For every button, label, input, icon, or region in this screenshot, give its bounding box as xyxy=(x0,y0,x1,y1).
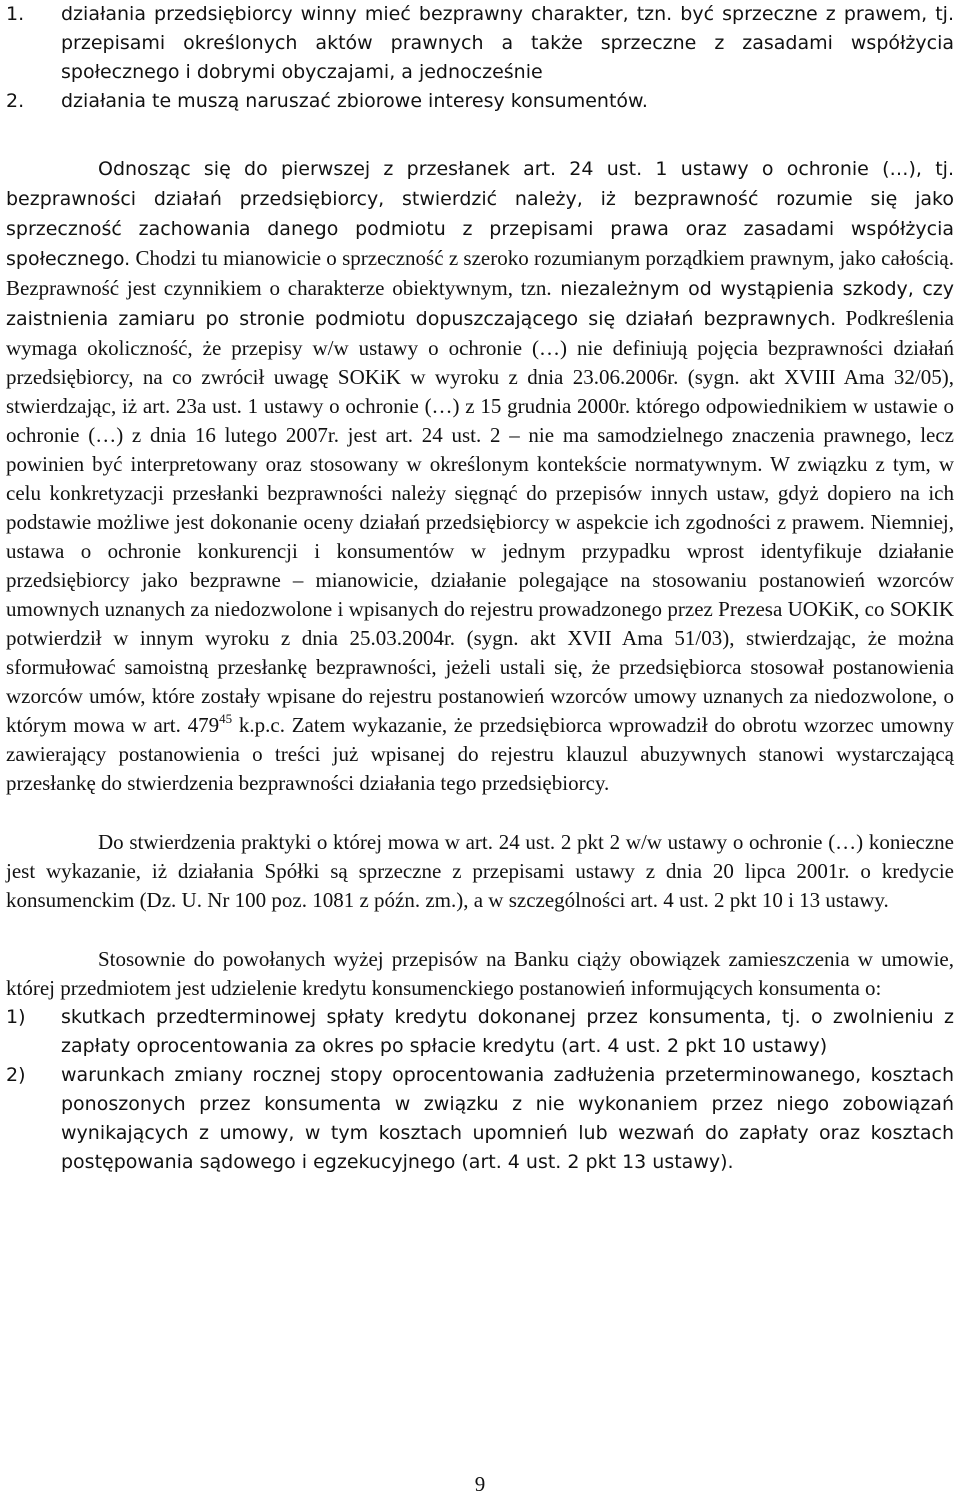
premises-list xyxy=(6,0,954,116)
list-item xyxy=(6,0,954,87)
paragraph-text: k.p.c. Zatem wykazanie, że przedsiębiorca wprowadził do obrotu wzorzec umowny zawierający postanowienia o treści już wpisanej do rejestru klauzul abuzywnych stanowi wystarczającą przesłankę do stwierdzenia bezprawności działania tego przedsiębiorcy. xyxy=(6,713,954,795)
obligations-list xyxy=(6,1003,954,1177)
list-item-text: działania przedsiębiorcy winny mieć bezprawny charakter, tzn. być sprzeczne z prawem, tj. przepisami określonych aktów prawnych a także sprzeczne z zasadami współżycia społecznego i dobrymi obyczajami, a jednocześnie xyxy=(61,3,954,83)
paragraph-text: Chodzi tu mianowicie o sprzeczność z szeroko rozumianym porządkiem prawnym, jako całością. Bezprawność jest czynnikiem o charakterze obiektywnym, tzn. xyxy=(6,246,954,300)
list-item-text: działania te muszą naruszać zbiorowe interesy konsumentów. xyxy=(61,90,648,112)
list-item-number: 1. xyxy=(6,3,25,25)
list-item-number: 2. xyxy=(6,90,25,112)
list-item xyxy=(6,1003,954,1061)
paragraph-obligation: Stosownie do powołanych wyżej przepisów na Banku ciąży obowiązek zamieszczenia w umowie, której przedmiotem jest udzielenie kredytu konsumenckiego postanowień informujących konsumenta o: xyxy=(6,947,954,1000)
paragraph-text: niezależnym od wystąpienia szkody, czy zaistnienia zamiaru po stronie podmiotu dopuszczającego się działań bezprawnych. xyxy=(6,278,955,330)
list-item-text: warunkach zmiany rocznej stopy oprocentowania zadłużenia przeterminowanego, kosztach ponoszonych przez konsumenta w związku z nie wykonaniem przez niego zobowiązań wynikających z umowy, w tym kosztach upomnień lub wezwań do zapłaty oraz kosztach postępowania sądowego i egzekucyjnego (art. 4 ust. 2 pkt 13 ustawy). xyxy=(61,1064,954,1173)
list-item-number: 1) xyxy=(6,1006,26,1028)
list-item xyxy=(6,87,954,116)
paragraph-text: Podkreślenia wymaga okoliczność, że przepisy w/w ustawy o ochronie (…) nie definiują pojęcia bezprawności działań przedsiębiorcy, na co zwrócił uwagę SOKiK w wyroku z dnia 23.06.2006r. (sygn. akt XVIII Ama 32/05), stwierdzając, iż art. 23a ust. 1 ustawy o ochronie (…) z 15 grudnia 2000r. którego odpowiednikiem w ustawie o ochronie (…) z dnia 16 lutego 2007r. jest art. 24 ust. 2 – nie ma samodzielnego znaczenia prawnego, lecz powinien być interpretowany oraz stosowany w określonym kontekście normatywnym. W związku z tym, w celu konkretyzacji przesłanki bezprawności należy sięgnąć do przepisów innych ustaw, gdyż dopiero na ich podstawie możliwe jest dokonanie oceny działań przedsiębiorcy w aspekcie ich zgodności z prawem. Niemniej, ustawa o ochronie konkurencji i konsumentów w jednym przypadku wprost identyfikuje działanie przedsiębiorcy jako bezprawne – mianowicie, działanie polegające na stosowaniu postanowień wzorców umownych uznanych za niedozwolone i wpisanych do rejestru prowadzonego przez Prezesa UOKiK, co SOKIK potwierdził w innym wyroku z dnia 25.03.2004r. (sygn. akt XVII Ama 51/03), stwierdzając, że można sformułować samoistną przesłankę bezprawności, jeżeli ustali się, że przedsiębiorca stosował postanowienia wzorców umów, które zostały wpisane do rejestru postanowień wzorców umowy uznanych za niedozwolone, o którym mowa w art. 479 xyxy=(6,306,954,737)
list-item-number: 2) xyxy=(6,1064,26,1086)
page-number: 9 xyxy=(474,1472,486,1496)
list-item-text: skutkach przedterminowej spłaty kredytu dokonanej przez konsumenta, tj. o zwolnieniu z zapłaty oprocentowania za okres po spłacie kredytu (art. 4 ust. 2 pkt 10 ustawy) xyxy=(61,1006,954,1057)
list-item xyxy=(6,1061,954,1177)
paragraph-unlawfulness xyxy=(6,154,954,798)
paragraph-practice: Do stwierdzenia praktyki o której mowa w art. 24 ust. 2 pkt 2 w/w ustawy o ochronie (…) konieczne jest wykazanie, iż działania Spółki są sprzeczne z przepisami ustawy z dnia 20 lipca 2001r. o kredycie konsumenckim (Dz. U. Nr 100 poz. 1081 z późn. zm.), a w szczególności art. 4 ust. 2 pkt 10 i 13 ustawy. xyxy=(6,830,954,912)
superscript: 45 xyxy=(219,711,233,726)
paragraph-lead: Odnosząc się do pierwszej z przesłanek art. 24 ust. 1 ustawy o ochronie (…), tj. bezprawności działań przedsiębiorcy, stwierdzić należy, iż bezprawność rozumie się jako sprzeczność zachowania danego podmiotu z przepisami prawa oraz zasadami współżycia społecznego. xyxy=(6,158,954,270)
